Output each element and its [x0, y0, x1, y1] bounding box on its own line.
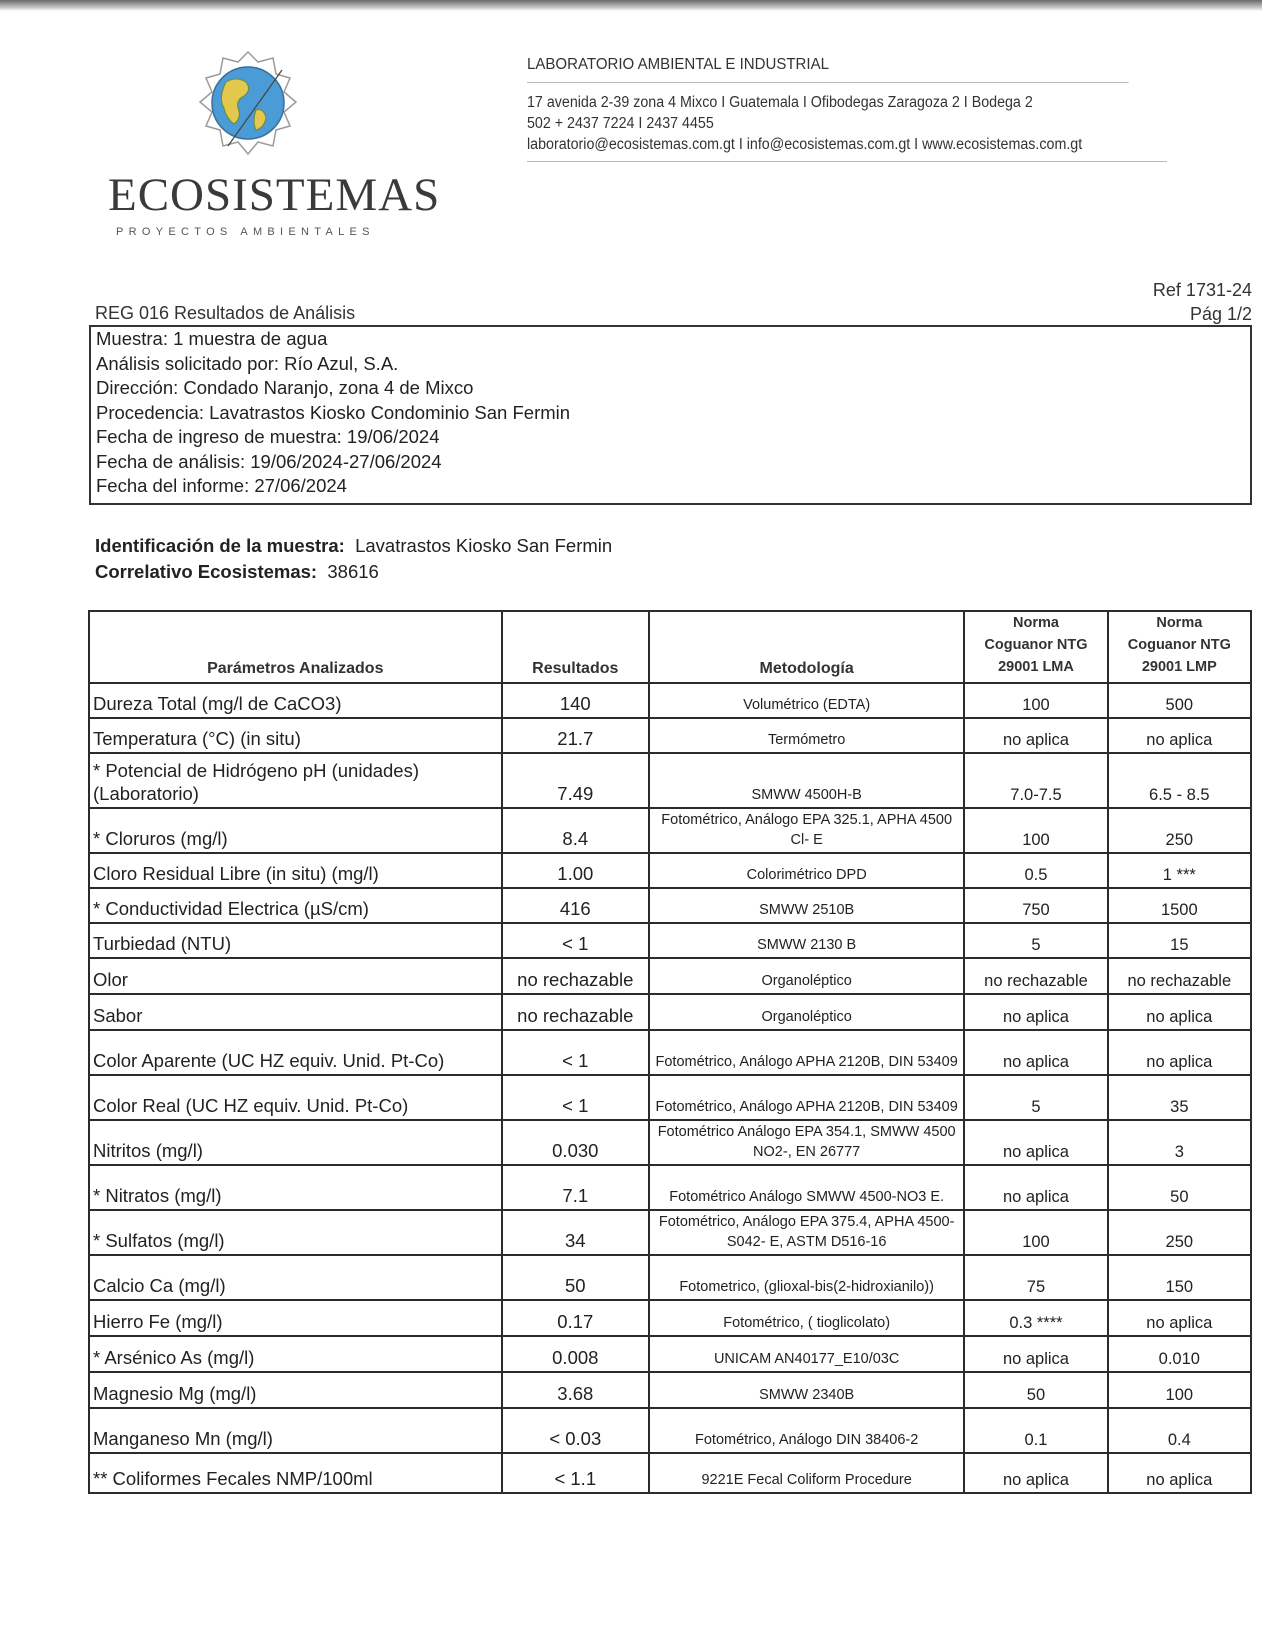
method-cell: 9221E Fecal Coliform Procedure — [649, 1453, 964, 1493]
lma-cell: 0.3 **** — [964, 1300, 1107, 1336]
lmp-cell: 250 — [1108, 808, 1251, 853]
lma-cell: no aplica — [964, 1336, 1107, 1372]
result-cell: < 1 — [502, 1075, 649, 1120]
lmp-cell: 35 — [1108, 1075, 1251, 1120]
parameter-cell: * Cloruros (mg/l) — [89, 808, 502, 853]
method-cell: SMWW 2130 B — [649, 923, 964, 958]
lma-cell: no aplica — [964, 1165, 1107, 1210]
method-cell: Fotométrico, Análogo APHA 2120B, DIN 53409 — [649, 1075, 964, 1120]
result-cell: < 0.03 — [502, 1408, 649, 1453]
company-logo — [108, 50, 441, 240]
table-row — [89, 1408, 1251, 1453]
table-row — [89, 1372, 1251, 1408]
lma-cell: 100 — [964, 683, 1107, 718]
method-cell: Organoléptico — [649, 958, 964, 994]
header-method: Metodología — [649, 611, 964, 683]
lma-cell: 5 — [964, 1075, 1107, 1120]
corr-label: Correlativo Ecosistemas: — [95, 561, 318, 582]
table-row — [89, 1120, 1251, 1165]
lma-cell: 50 — [964, 1372, 1107, 1408]
lma-cell: no aplica — [964, 1030, 1107, 1075]
table-row — [89, 853, 1251, 888]
parameter-cell: Color Real (UC HZ equiv. Unid. Pt-Co) — [89, 1075, 502, 1120]
sample-info-box — [89, 325, 1252, 505]
parameter-cell: * Conductividad Electrica (µS/cm) — [89, 888, 502, 923]
parameter-cell: Hierro Fe (mg/l) — [89, 1300, 502, 1336]
method-cell: Termómetro — [649, 718, 964, 753]
lmp-cell: no aplica — [1108, 1453, 1251, 1493]
parameter-cell: Nitritos (mg/l) — [89, 1120, 502, 1165]
header-lmp: Norma Coguanor NTG 29001 LMP — [1108, 611, 1251, 683]
result-cell: 3.68 — [502, 1372, 649, 1408]
method-cell: Colorimétrico DPD — [649, 853, 964, 888]
lab-emails: laboratorio@ecosistemas.com.gt I info@ecosistemas.com.gt I www.ecosistemas.com.gt — [527, 136, 1083, 153]
method-cell: Organoléptico — [649, 994, 964, 1030]
header-param: Parámetros Analizados — [89, 611, 502, 683]
table-row — [89, 1255, 1251, 1300]
table-row — [89, 808, 1251, 853]
scan-edge — [0, 0, 1262, 11]
table-row — [89, 753, 1251, 808]
lma-cell: no aplica — [964, 994, 1107, 1030]
lmp-cell: 1500 — [1108, 888, 1251, 923]
results-table — [88, 610, 1252, 1494]
lmp-cell: 0.010 — [1108, 1336, 1251, 1372]
ident-value: Lavatrastos Kiosko San Fermin — [355, 535, 613, 556]
lmp-cell: 15 — [1108, 923, 1251, 958]
parameter-cell: Turbiedad (NTU) — [89, 923, 502, 958]
result-cell: 8.4 — [502, 808, 649, 853]
parameter-cell: * Nitratos (mg/l) — [89, 1165, 502, 1210]
lmp-cell: 3 — [1108, 1120, 1251, 1165]
method-cell: Volumétrico (EDTA) — [649, 683, 964, 718]
report-title: REG 016 Resultados de Análisis — [95, 303, 356, 323]
globe-gear-icon — [178, 50, 318, 170]
parameter-cell: Dureza Total (mg/l de CaCO3) — [89, 683, 502, 718]
table-row — [89, 1453, 1251, 1493]
lmp-cell: no aplica — [1108, 994, 1251, 1030]
logo-tagline: PROYECTOS AMBIENTALES — [116, 226, 375, 238]
result-cell: < 1 — [502, 1030, 649, 1075]
table-row — [89, 1165, 1251, 1210]
info-sample: Muestra: 1 muestra de agua — [96, 328, 328, 349]
parameter-cell: * Potencial de Hidrógeno pH (unidades) (Laboratorio) — [89, 753, 502, 808]
table-header-row — [89, 611, 1251, 683]
info-requested-by: Análisis solicitado por: Río Azul, S.A. — [96, 352, 399, 374]
lma-cell: 0.5 — [964, 853, 1107, 888]
info-origin: Procedencia: Lavatrastos Kiosko Condominio San Fermin — [96, 401, 571, 423]
header-result: Resultados — [502, 611, 649, 683]
result-cell: 0.030 — [502, 1120, 649, 1165]
result-cell: 0.17 — [502, 1300, 649, 1336]
result-cell: 7.1 — [502, 1165, 649, 1210]
parameter-cell: Olor — [89, 958, 502, 994]
result-cell: 50 — [502, 1255, 649, 1300]
page-number: Pág 1/2 — [1189, 304, 1252, 324]
lmp-cell: no rechazable — [1108, 958, 1251, 994]
lmp-cell: 150 — [1108, 1255, 1251, 1300]
method-cell: Fotométrico, Análogo APHA 2120B, DIN 53409 — [649, 1030, 964, 1075]
info-address: Dirección: Condado Naranjo, zona 4 de Mixco — [96, 377, 474, 398]
result-cell: 7.49 — [502, 753, 649, 808]
lma-cell: no aplica — [964, 1453, 1107, 1493]
logo-wordmark: ECOSISTEMAS — [108, 169, 441, 221]
header-lma: Norma Coguanor NTG 29001 LMA — [964, 611, 1107, 683]
parameter-cell: Cloro Residual Libre (in situ) (mg/l) — [89, 853, 502, 888]
lmp-cell: 0.4 — [1108, 1408, 1251, 1453]
lmp-cell: 500 — [1108, 683, 1251, 718]
lab-phones: 502 + 2437 7224 I 2437 4455 — [527, 115, 714, 132]
table-row — [89, 958, 1251, 994]
lmp-cell: 1 *** — [1108, 853, 1251, 888]
parameter-cell: Temperatura (°C) (in situ) — [89, 718, 502, 753]
result-cell: < 1.1 — [502, 1453, 649, 1493]
parameter-cell: Magnesio Mg (mg/l) — [89, 1372, 502, 1408]
lmp-cell: no aplica — [1108, 1300, 1251, 1336]
table-body — [89, 683, 1251, 1493]
parameter-cell: Color Aparente (UC HZ equiv. Unid. Pt-Co) — [89, 1030, 502, 1075]
lma-cell: no aplica — [964, 1120, 1107, 1165]
method-cell: Fotométrico, Análogo EPA 325.1, APHA 4500 Cl- E — [649, 808, 964, 853]
sample-identification — [95, 533, 612, 585]
method-cell: SMWW 2340B — [649, 1372, 964, 1408]
method-cell: Fotométrico, Análogo DIN 38406-2 — [649, 1408, 964, 1453]
lma-cell: 750 — [964, 888, 1107, 923]
info-intake-date: Fecha de ingreso de muestra: 19/06/2024 — [96, 426, 440, 447]
lmp-cell: no aplica — [1108, 1030, 1251, 1075]
reference-block — [1153, 278, 1252, 326]
ident-label: Identificación de la muestra: — [95, 535, 345, 556]
lmp-cell: 100 — [1108, 1372, 1251, 1408]
lma-cell: 75 — [964, 1255, 1107, 1300]
lma-cell: 100 — [964, 1210, 1107, 1255]
method-cell: SMWW 4500H-B — [649, 753, 964, 808]
table-row — [89, 1336, 1251, 1372]
table-row — [89, 1300, 1251, 1336]
lmp-cell: no aplica — [1108, 718, 1251, 753]
result-cell: 0.008 — [502, 1336, 649, 1372]
lma-cell: 7.0-7.5 — [964, 753, 1107, 808]
method-cell: UNICAM AN40177_E10/03C — [649, 1336, 964, 1372]
info-report-date: Fecha del informe: 27/06/2024 — [96, 475, 347, 496]
parameter-cell: Manganeso Mn (mg/l) — [89, 1408, 502, 1453]
result-cell: 21.7 — [502, 718, 649, 753]
result-cell: 416 — [502, 888, 649, 923]
parameter-cell: Calcio Ca (mg/l) — [89, 1255, 502, 1300]
lmp-cell: 6.5 - 8.5 — [1108, 753, 1251, 808]
result-cell: 1.00 — [502, 853, 649, 888]
method-cell: Fotométrico Análogo EPA 354.1, SMWW 4500 NO2-, EN 26777 — [649, 1120, 964, 1165]
table-row — [89, 1075, 1251, 1120]
parameter-cell: * Arsénico As (mg/l) — [89, 1336, 502, 1372]
result-cell: no rechazable — [502, 958, 649, 994]
method-cell: Fotométrico Análogo SMWW 4500-NO3 E. — [649, 1165, 964, 1210]
table-row — [89, 923, 1251, 958]
lmp-cell: 50 — [1108, 1165, 1251, 1210]
lma-cell: 100 — [964, 808, 1107, 853]
corr-value: 38616 — [327, 561, 379, 582]
parameter-cell: * Sulfatos (mg/l) — [89, 1210, 502, 1255]
lma-cell: 0.1 — [964, 1408, 1107, 1453]
result-cell: 140 — [502, 683, 649, 718]
method-cell: Fotométrico, Análogo EPA 375.4, APHA 4500-S042- E, ASTM D516-16 — [649, 1210, 964, 1255]
table-row — [89, 718, 1251, 753]
table-row — [89, 683, 1251, 718]
lma-cell: no aplica — [964, 718, 1107, 753]
result-cell: no rechazable — [502, 994, 649, 1030]
lmp-cell: 250 — [1108, 1210, 1251, 1255]
parameter-cell: Sabor — [89, 994, 502, 1030]
result-cell: 34 — [502, 1210, 649, 1255]
lma-cell: no rechazable — [964, 958, 1107, 994]
table-row — [89, 1030, 1251, 1075]
table-row — [89, 994, 1251, 1030]
lab-name: LABORATORIO AMBIENTAL E INDUSTRIAL — [527, 56, 1129, 83]
method-cell: Fotométrico, ( tioglicolato) — [649, 1300, 964, 1336]
method-cell: Fotometrico, (glioxal-bis(2-hidroxianilo)) — [649, 1255, 964, 1300]
lma-cell: 5 — [964, 923, 1107, 958]
table-row — [89, 888, 1251, 923]
parameter-cell: ** Coliformes Fecales NMP/100ml — [89, 1453, 502, 1493]
info-analysis-date: Fecha de análisis: 19/06/2024-27/06/2024 — [96, 450, 442, 472]
lab-address: 17 avenida 2-39 zona 4 Mixco I Guatemala I Ofibodegas Zaragoza 2 I Bodega 2 — [527, 94, 1033, 111]
ref-number: Ref 1731-24 — [1152, 280, 1252, 300]
method-cell: SMWW 2510B — [649, 888, 964, 923]
table-row — [89, 1210, 1251, 1255]
lab-header — [527, 56, 1167, 162]
result-cell: < 1 — [502, 923, 649, 958]
